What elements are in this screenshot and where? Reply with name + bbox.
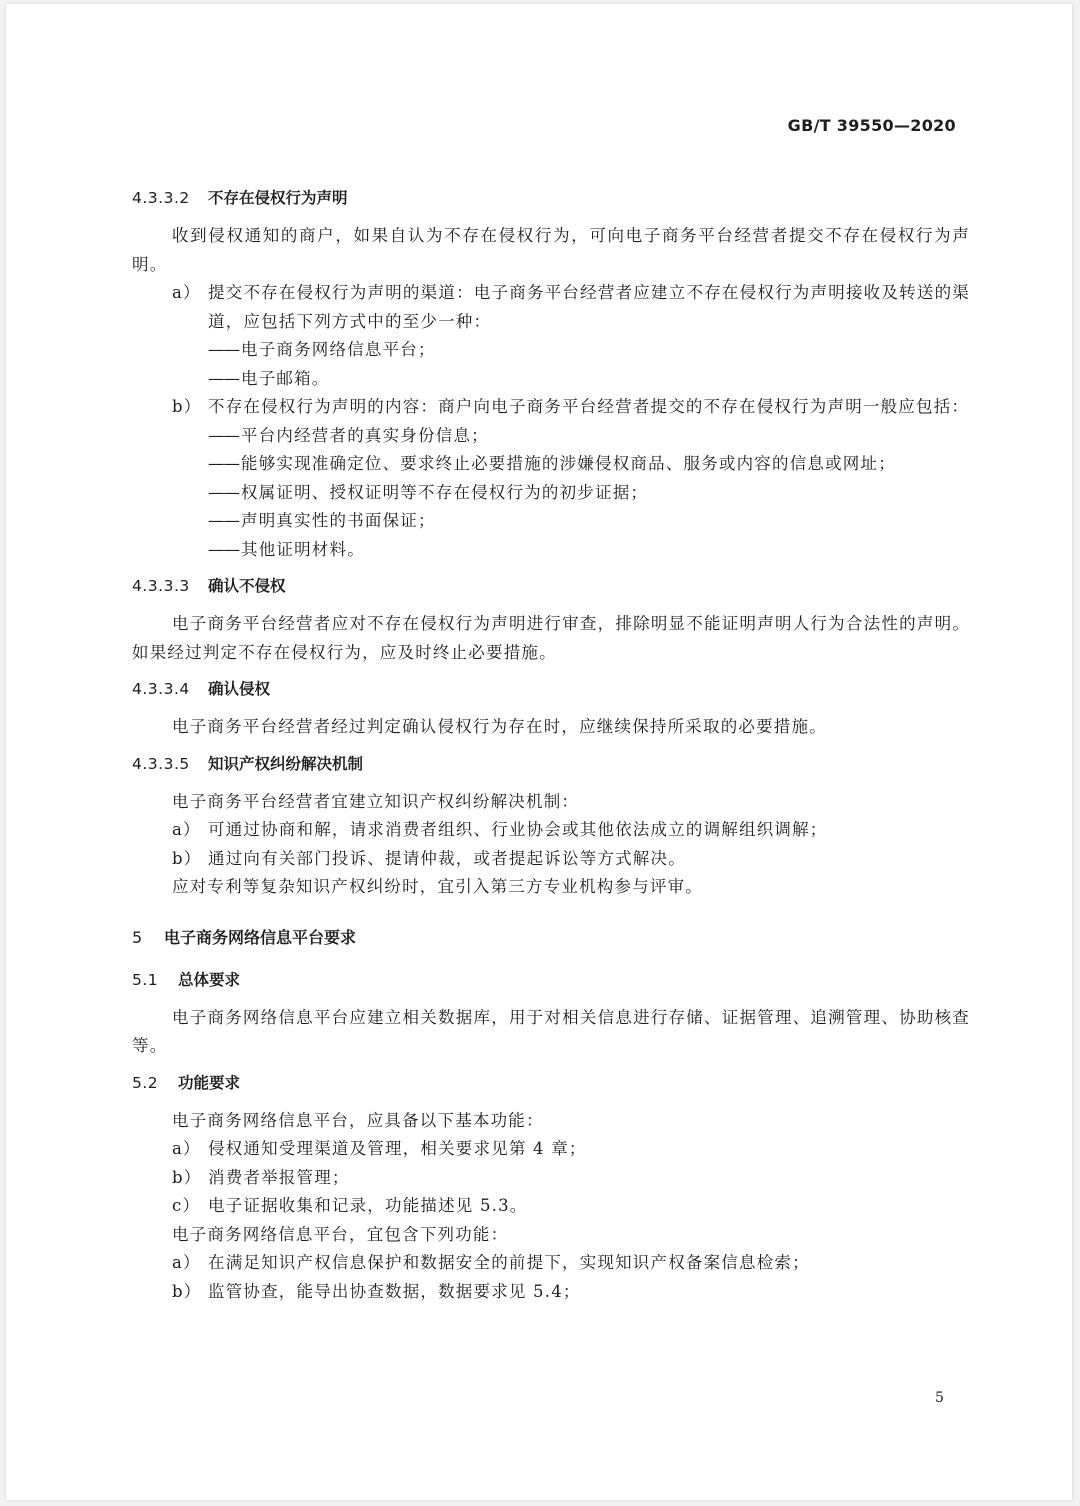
list-label: b） <box>172 1281 202 1301</box>
dash-glyph: —— <box>208 454 239 473</box>
heading-5-2 <box>132 1069 970 1097</box>
dash-text: 平台内经营者的真实身份信息； <box>241 425 489 445</box>
list-label: b） <box>172 848 202 868</box>
paragraph: 电子商务网络信息平台，应具备以下基本功能： <box>172 1110 544 1130</box>
list-item <box>132 1249 970 1278</box>
heading-4-3-3-2 <box>132 184 970 212</box>
paragraph: 电子商务平台经营者经过判定确认侵权行为存在时，应继续保持所采取的必要措施。 <box>172 717 827 736</box>
list-item <box>132 1164 970 1193</box>
paragraph: 电子商务网络信息平台，宜包含下列功能： <box>172 1224 509 1244</box>
heading-title: 确认不侵权 <box>208 577 286 595</box>
list-label: a） <box>172 283 201 302</box>
heading-5-1 <box>132 966 970 994</box>
dash-text: 其他证明材料。 <box>241 539 365 559</box>
list-text: 提交不存在侵权行为声明的渠道：电子商务平台经营者应建立不存在侵权行为声明接收及转送的渠道，应包括下列方式中的至少一种： <box>208 283 970 331</box>
paragraph: 电子商务平台经营者宜建立知识产权纠纷解决机制： <box>172 791 580 811</box>
dash-glyph: —— <box>208 368 239 388</box>
dash-text: 权属证明、授权证明等不存在侵权行为的初步证据； <box>241 482 649 502</box>
heading-number: 4.3.3.2 <box>132 189 190 207</box>
list-item <box>132 279 970 336</box>
dash-glyph: —— <box>208 425 239 445</box>
heading-number: 5.2 <box>132 1073 159 1092</box>
heading-title: 电子商务网络信息平台要求 <box>164 927 357 947</box>
heading-title: 确认侵权 <box>208 680 271 698</box>
dash-item <box>132 507 970 536</box>
list-text: 侵权通知受理渠道及管理，相关要求见第 4 章； <box>208 1139 587 1158</box>
list-text: 在满足知识产权信息保护和数据安全的前提下，实现知识产权备案信息检索； <box>208 1253 810 1272</box>
heading-4-3-3-5 <box>132 750 970 778</box>
heading-number: 5.1 <box>132 970 159 989</box>
list-item <box>132 816 970 845</box>
dash-glyph: —— <box>208 482 239 502</box>
list-label: a） <box>172 1139 201 1158</box>
list-label: c） <box>172 1196 201 1215</box>
dash-item <box>132 422 970 451</box>
heading-number: 4.3.3.5 <box>132 754 190 773</box>
dash-text: 电子邮箱。 <box>241 368 330 388</box>
list-text: 通过向有关部门投诉、提请仲裁，或者提起诉讼等方式解决。 <box>208 848 686 868</box>
dash-glyph: —— <box>208 511 239 530</box>
list-item <box>132 1135 970 1164</box>
document-body <box>132 176 970 1306</box>
dash-item <box>132 536 970 565</box>
list-item <box>132 1192 970 1221</box>
list-label: b） <box>172 397 202 416</box>
list-item <box>132 845 970 874</box>
list-text: 可通过协商和解，请求消费者组织、行业协会或其他依法成立的调解组织调解； <box>208 820 828 839</box>
list-text: 消费者举报管理； <box>208 1167 350 1187</box>
heading-number: 4.3.3.3 <box>132 577 190 595</box>
list-item <box>132 393 970 422</box>
list-label: a） <box>172 1253 201 1272</box>
paragraph: 收到侵权通知的商户，如果自认为不存在侵权行为，可向电子商务平台经营者提交不存在侵权行为声明。 <box>132 226 970 274</box>
heading-title: 功能要求 <box>178 1073 241 1092</box>
list-text: 监管协查，能导出协查数据，数据要求见 5.4； <box>208 1281 581 1301</box>
dash-item <box>132 450 970 479</box>
list-label: a） <box>172 820 201 839</box>
document-page <box>6 4 1072 1500</box>
dash-glyph: —— <box>208 340 239 359</box>
standard-number: GB/T 39550—2020 <box>787 116 956 135</box>
dash-item <box>132 336 970 365</box>
list-label: b） <box>172 1167 202 1187</box>
list-item <box>132 1278 970 1307</box>
heading-title: 不存在侵权行为声明 <box>208 189 348 207</box>
heading-4-3-3-4 <box>132 675 970 703</box>
dash-text: 能够实现准确定位、要求终止必要措施的涉嫌侵权商品、服务或内容的信息或网址； <box>241 454 896 473</box>
page-number: 5 <box>935 1390 944 1406</box>
dash-text: 电子商务网络信息平台； <box>241 340 436 359</box>
list-text: 电子证据收集和记录，功能描述见 5.3。 <box>208 1196 528 1215</box>
dash-item <box>132 365 970 394</box>
paragraph: 电子商务平台经营者应对不存在侵权行为声明进行审查，排除明显不能证明声明人行为合法性的声明。如果经过判定不存在侵权行为，应及时终止必要措施。 <box>132 614 970 662</box>
list-text: 不存在侵权行为声明的内容：商户向电子商务平台经营者提交的不存在侵权行为声明一般应包括： <box>208 397 970 416</box>
dash-item <box>132 479 970 508</box>
heading-5 <box>132 924 970 952</box>
heading-number: 4.3.3.4 <box>132 680 190 698</box>
heading-4-3-3-3 <box>132 572 970 600</box>
heading-title: 总体要求 <box>178 970 241 989</box>
dash-glyph: —— <box>208 539 239 559</box>
dash-text: 声明真实性的书面保证； <box>241 511 436 530</box>
heading-number: 5 <box>132 927 143 947</box>
paragraph: 应对专利等复杂知识产权纠纷时，宜引入第三方专业机构参与评审。 <box>172 877 703 896</box>
paragraph: 电子商务网络信息平台应建立相关数据库，用于对相关信息进行存储、证据管理、追溯管理、协助核查等。 <box>132 1007 970 1055</box>
heading-title: 知识产权纠纷解决机制 <box>208 754 364 773</box>
